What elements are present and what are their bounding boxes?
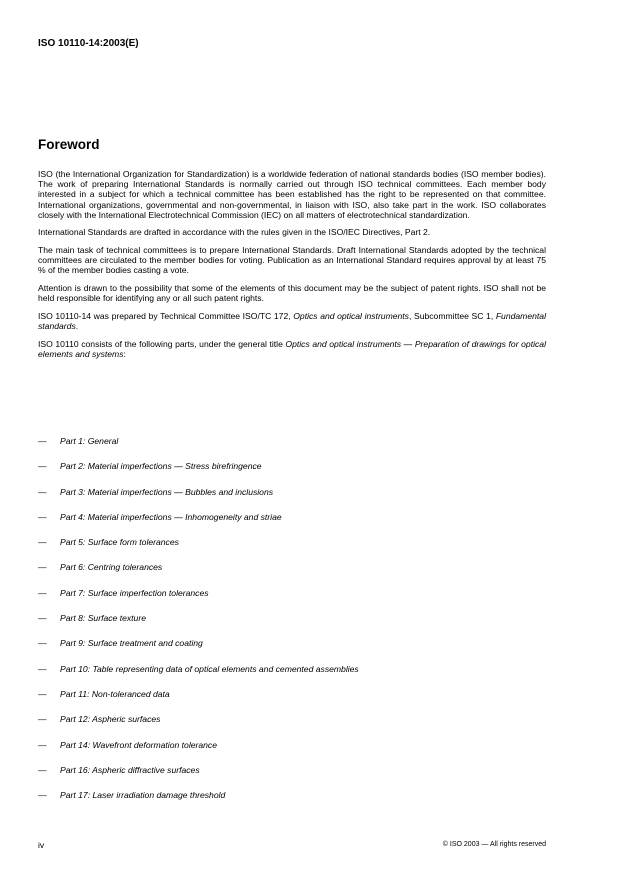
list-item xyxy=(38,740,546,765)
paragraph-parts-intro xyxy=(38,339,546,359)
list-item xyxy=(38,588,546,613)
page-number: iv xyxy=(38,840,45,850)
part-label: Part 12: Aspheric surfaces xyxy=(60,714,161,725)
list-item xyxy=(38,714,546,739)
paragraph-committees: The main task of technical committees is to prepare International Standards. Draft International Standards adopted by the technical committees are circulated to the member bodies for voting. Publication as an International Standard requires approval by at least 75 % of the member bodies casting a vote. xyxy=(38,245,546,276)
part-label: Part 8: Surface texture xyxy=(60,613,146,624)
parts-list xyxy=(38,436,546,815)
list-dash: — xyxy=(38,562,47,573)
part-label: Part 11: Non-toleranced data xyxy=(60,688,170,699)
list-dash: — xyxy=(38,714,47,725)
part-label: Part 17: Laser irradiation damage threshold xyxy=(60,790,226,801)
paragraph-prepared-by xyxy=(38,311,546,331)
document-id-header: ISO 10110-14:2003(E) xyxy=(38,38,139,49)
part-label: Part 9: Surface treatment and coating xyxy=(60,638,203,649)
list-dash: — xyxy=(38,764,47,775)
list-dash: — xyxy=(38,537,47,548)
list-dash: — xyxy=(38,511,47,522)
part-label: Part 10: Table representing data of optical elements and cemented assemblies xyxy=(60,663,359,674)
list-item xyxy=(38,765,546,790)
prepared-by-text-2: , Subcommittee SC 1, xyxy=(408,310,496,321)
list-item xyxy=(38,790,546,815)
list-item xyxy=(38,512,546,537)
subcommittee-title: Fundamental standards xyxy=(38,310,546,331)
list-item xyxy=(38,436,546,461)
part-label: Part 5: Surface form tolerances xyxy=(60,537,179,548)
paragraph-directives: International Standards are drafted in accordance with the rules given in the ISO/IEC Directives, Part 2. xyxy=(38,227,431,238)
part-label: Part 3: Material imperfections — Bubbles and inclusions xyxy=(60,486,274,497)
list-item xyxy=(38,537,546,562)
part-label: Part 14: Wavefront deformation tolerance xyxy=(60,739,217,750)
list-dash: — xyxy=(38,638,47,649)
list-dash: — xyxy=(38,613,47,624)
list-item xyxy=(38,613,546,638)
paragraph-patent: Attention is drawn to the possibility that some of the elements of this document may be the subject of patent rights. ISO shall not be held responsible for identifying any or all such patent rights. xyxy=(38,283,546,304)
part-label: Part 4: Material imperfections — Inhomogeneity and striae xyxy=(60,511,282,522)
list-dash: — xyxy=(38,587,47,598)
list-dash: — xyxy=(38,688,47,699)
general-title: Optics and optical instruments — Preparation of drawings for optical elements and systems xyxy=(38,338,546,359)
parts-intro-text: ISO 10110 consists of the following parts, under the general title xyxy=(38,338,286,349)
part-label: Part 2: Material imperfections — Stress birefringence xyxy=(60,461,262,472)
prepared-by-text-3: . xyxy=(75,321,79,331)
part-label: Part 7: Surface imperfection tolerances xyxy=(60,587,209,598)
copyright-notice: © ISO 2003 — All rights reserved xyxy=(442,841,546,848)
list-dash: — xyxy=(38,663,47,674)
list-item xyxy=(38,562,546,587)
committee-title: Optics and optical instruments xyxy=(293,310,409,321)
list-dash: — xyxy=(38,739,47,750)
list-dash: — xyxy=(38,461,47,472)
part-label: Part 1: General xyxy=(60,436,119,446)
list-item xyxy=(38,461,546,486)
part-label: Part 16: Aspheric diffractive surfaces xyxy=(60,764,200,775)
list-item xyxy=(38,664,546,689)
page-title: Foreword xyxy=(38,137,100,152)
list-item xyxy=(38,689,546,714)
parts-intro-text-2: : xyxy=(123,348,126,359)
paragraph-iso-intro: ISO (the International Organization for Standardization) is a worldwide federation of national standards bodies (ISO member bodies). The work of preparing International Standards is normally carried out through ISO technical committees. Each member body interested in a subject for which a technical committee has been established has the right to be represented on that committee. International organizations, governmental and non-governmental, in liaison with ISO, also take part in the work. ISO collaborates closely with the International Electrotechnical Commission (IEC) on all matters of electrotechnical standardization. xyxy=(38,169,546,220)
list-item xyxy=(38,638,546,663)
prepared-by-text: ISO 10110-14 was prepared by Technical Committee ISO/TC 172, xyxy=(38,310,294,321)
part-label: Part 6: Centring tolerances xyxy=(60,562,163,573)
list-dash: — xyxy=(38,790,47,801)
list-dash: — xyxy=(38,486,47,497)
list-dash: — xyxy=(38,436,47,446)
list-item xyxy=(38,487,546,512)
foreword-body xyxy=(38,169,546,366)
